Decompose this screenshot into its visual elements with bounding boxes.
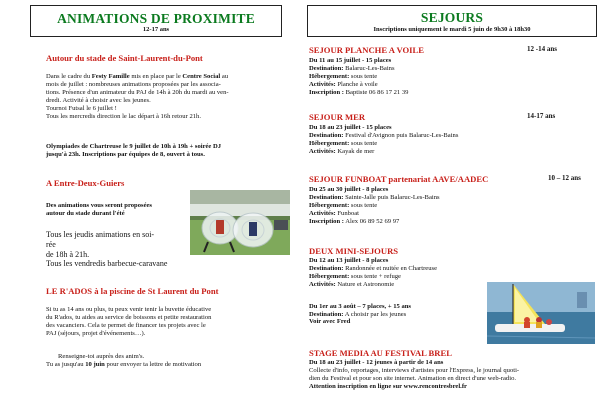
rados-description bbox=[46, 306, 296, 338]
sailing-image bbox=[487, 282, 595, 344]
mini-sejour-2-dates: Du 1er au 3 août – 7 places, + 15 ans bbox=[309, 302, 412, 310]
stade-line-3: tions. Présence d'un animateur du PAJ de 14h à 20h du mardi au ven- bbox=[46, 88, 229, 96]
sejour-funboat-hebergement: Hébergement: sous tente bbox=[309, 201, 378, 209]
stage-media-line-1: Collecte d'info, reportages, interviews d'artistes pour l'Express, le journal quoti- bbox=[309, 366, 520, 374]
stage-media-details bbox=[309, 359, 600, 391]
stage-media-line-2: dien du Festival et pour son site internet. Animation en direct d'une web-radio. bbox=[309, 374, 517, 382]
bubble-football-photo bbox=[190, 190, 290, 255]
animations-header bbox=[30, 5, 282, 37]
stage-media-attention: Attention inscription en ligne sur www.rencontresbrel.fr bbox=[309, 382, 467, 390]
edg-intro-line-1: Des animations vous seront proposées bbox=[46, 202, 152, 209]
stade-line-6: Tous les mercredis direction le lac départ à 16h retour 21h. bbox=[46, 112, 201, 120]
mini-sejour-2-destination: Destination: A choisir par les jeunes bbox=[309, 310, 407, 318]
sejour-planche-hebergement: Hébergement: sous tente bbox=[309, 72, 378, 80]
edg-line-4: Tous les vendredis barbecue-caravane bbox=[46, 259, 168, 269]
sailing-photo bbox=[487, 282, 595, 344]
sejour-funboat-title: SEJOUR FUNBOAT partenariat AAVE/AADEC bbox=[309, 174, 489, 184]
mini-sejour-1-hebergement: Hébergement: sous tente + refuge bbox=[309, 272, 401, 280]
mini-sejours-title: DEUX MINI-SEJOURS bbox=[309, 246, 399, 256]
rados-line-2: du R'ados, tu aides au service de boissons et petite restauration bbox=[46, 313, 212, 321]
rados-line-3: des vacanciers. Cela te permet de financer tes projets avec le bbox=[46, 321, 206, 329]
sejour-mer-dates: Du 18 au 23 juillet - 15 places bbox=[309, 124, 392, 131]
rados-line-1: Si tu as 14 ans ou plus, tu peux venir tenir la buvette éducative bbox=[46, 306, 212, 313]
olympiades-line-1: Olympiades de Chartreuse le 9 juillet de 10h à 19h + soirée DJ bbox=[46, 143, 222, 150]
entre-deux-guiers-title: A Entre-Deux-Guiers bbox=[46, 178, 125, 188]
sejour-funboat-destination: Destination: Sainte-Jalle puis Balaruc-Les-Bains bbox=[309, 193, 440, 201]
mini-sejours-details bbox=[309, 257, 494, 326]
sejour-mer-hebergement: Hébergement: sous tente bbox=[309, 139, 378, 147]
sejours-title: SEJOURS bbox=[420, 10, 484, 25]
sejours-registration-info: Inscriptions uniquement le mardi 5 juin de 9h30 à 18h30 bbox=[373, 26, 531, 33]
sejour-funboat-dates: Du 25 au 30 juillet - 8 places bbox=[309, 186, 389, 193]
entre-deux-guiers-intro bbox=[46, 202, 196, 218]
olympiades-text bbox=[46, 143, 296, 159]
rados-contact-line-1: Renseigne-toi auprès des anim's. bbox=[58, 353, 145, 360]
sejours-header bbox=[307, 5, 597, 37]
sejour-mer-activites: Activités: Kayak de mer bbox=[309, 147, 375, 155]
sejour-funboat-details bbox=[309, 186, 594, 226]
olympiades-line-2: jusqu'à 23h. Inscriptions par équipes de 8, ouvert à tous. bbox=[46, 150, 205, 158]
sejour-funboat-activites: Activités: Funboat bbox=[309, 209, 359, 217]
entre-deux-guiers-schedule bbox=[46, 230, 206, 269]
sejour-planche-details bbox=[309, 57, 594, 97]
stade-description bbox=[46, 73, 296, 120]
sejour-planche-dates: Du 11 au 15 juillet - 15 places bbox=[309, 57, 392, 64]
stade-line-1: Dans le cadre du Festy Famille mis en place par le Centre Social au bbox=[46, 73, 229, 80]
stade-line-5: Tournoi Futsal le 6 juillet ! bbox=[46, 104, 117, 112]
animations-title: ANIMATIONS DE PROXIMITE bbox=[57, 11, 255, 26]
sejour-mer-details bbox=[309, 124, 594, 156]
rados-title: LE R'ADOS à la piscine de St Laurent du Pont bbox=[46, 286, 219, 296]
sejour-mer-destination: Destination: Festival d'Avignon puis Balaruc-Les-Bains bbox=[309, 131, 459, 139]
sejour-planche-age: 12 -14 ans bbox=[527, 45, 557, 53]
stade-section-title: Autour du stade de Saint-Laurent-du-Pont bbox=[46, 53, 203, 63]
mini-sejour-1-dates: Du 12 au 13 juillet - 8 places bbox=[309, 257, 389, 264]
stade-line-2: mois de juillet : nombreuses animations proposées par les associa- bbox=[46, 80, 221, 88]
sejour-planche-title: SEJOUR PLANCHE A VOILE bbox=[309, 45, 424, 55]
sejour-planche-destination: Destination: Balaruc-Les-Bains bbox=[309, 64, 395, 72]
stage-media-dates: Du 18 au 23 juillet - 12 jeunes à partir de 14 ans bbox=[309, 359, 444, 366]
sejour-funboat-age: 10 – 12 ans bbox=[548, 174, 581, 182]
animations-age: 12-17 ans bbox=[142, 26, 170, 33]
rados-contact bbox=[46, 353, 298, 369]
mini-sejour-2-voir: Voir avec Fred bbox=[309, 318, 351, 326]
mini-sejour-1-activites: Activités: Nature et Astronomie bbox=[309, 280, 395, 288]
edg-intro-line-2: autour du stade durant l'été bbox=[46, 209, 125, 217]
bubble-football-image bbox=[190, 190, 290, 255]
edg-line-1: Tous les jeudis animations en soi- bbox=[46, 230, 155, 239]
sejour-planche-inscription: Inscription : Baptiste 06 86 17 21 39 bbox=[309, 88, 409, 96]
stade-line-4: dredi. Activité à choisir avec les jeunes. bbox=[46, 96, 151, 104]
sejour-funboat-inscription: Inscription : Alex 06 89 52 69 97 bbox=[309, 217, 400, 225]
mini-sejour-1-destination: Destination: Randonnée et nuitée en Chartreuse bbox=[309, 264, 437, 272]
sejour-planche-activites: Activités: Planche à voile bbox=[309, 80, 378, 88]
sejour-mer-title: SEJOUR MER bbox=[309, 112, 366, 122]
edg-line-2: rée bbox=[46, 239, 56, 249]
edg-line-3: de 18h à 21h. bbox=[46, 249, 90, 259]
rados-contact-line-2: Tu as jusqu'au 10 juin pour envoyer ta lettre de motivation bbox=[46, 360, 202, 368]
rados-line-4: PAJ (séjours, projet d'événements…). bbox=[46, 329, 146, 337]
stage-media-title: STAGE MEDIA AU FESTIVAL BREL bbox=[309, 348, 452, 358]
sejour-mer-age: 14-17 ans bbox=[527, 112, 556, 120]
